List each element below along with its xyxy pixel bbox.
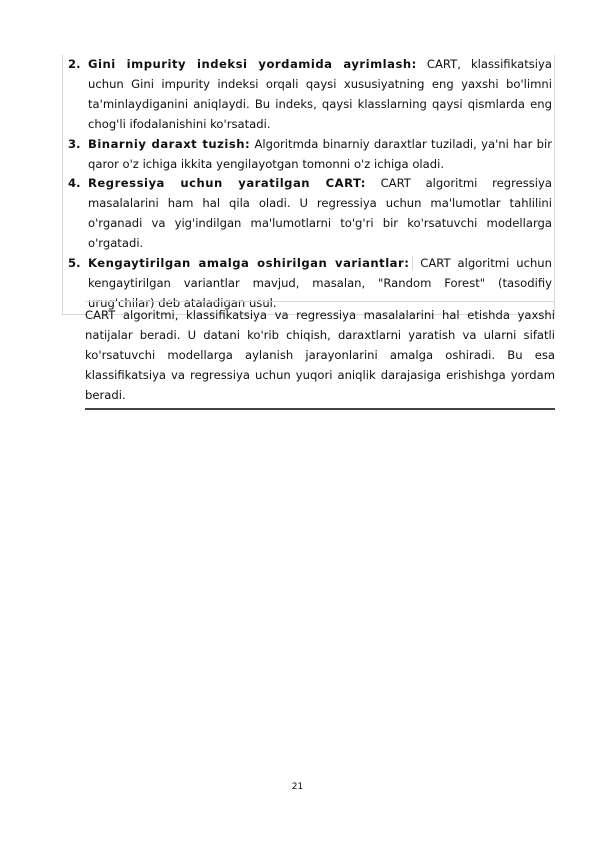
numbered-list: [62, 55, 555, 315]
list-item-number: 3.: [68, 136, 81, 151]
list-item-term: Kengaytirilgan amalga oshirilgan variantlar:: [88, 256, 413, 270]
list-item-text: Algoritmda binarniy daraxtlar tuziladi, ya'ni har bir qaror o'z ichiga ikkita yengilayotgan tomonni o'z ichiga oladi.: [88, 136, 552, 171]
list-item-number: 5.: [68, 256, 81, 271]
list-item: [63, 174, 554, 254]
list-item-text: CART algoritmi regressiya masalalarini ham hal qila oladi. U regressiya uchun ma'lumotlar tahlilini o'rganadi va yig'indilgan ma'lumotlarni to'g'ri bir ko'rsatuvchi modellarga o'rgatadi.: [88, 176, 552, 251]
list-item-term: Regressiya uchun yaratilgan CART:: [88, 176, 366, 191]
list-item-text: CART, klassifikatsiya uchun Gini impurity indeksi orqali qaysi xususiyatning eng yaxshi bo'limni ta'minlaydiganini aniqlaydi. Bu indeks, qaysi klasslarning qaysi qismlarda eng chog'li ifodalanishini ko'rsatadi.: [88, 57, 552, 131]
list-item-term: Gini impurity indeksi yordamida ayrimlash:: [88, 57, 417, 71]
list-item-number: 2.: [68, 57, 81, 71]
page-number: 21: [291, 782, 304, 792]
list-item-number: 4.: [68, 176, 81, 191]
list-item-text: CART algoritmi uchun kengaytirilgan variantlar mavjud, masalan, "Random Forest" (tasodifiy urug'chilar) deb ataladigan usul.: [88, 256, 552, 310]
list-item-term: Binarniy daraxt tuzish:: [88, 136, 251, 151]
conclusion-paragraph: CART algoritmi, klassifikatsiya va regressiya masalalarini hal etishda yaxshi natijalar beradi. U datani ko'rib chiqish, daraxtlarni yaratish va ularni sifatli ko'rsatuvchi modellarga aylanish jarayonlarini amalga oshiradi. Bu esa klassifikatsiya va regressiya uchun yuqori aniqlik darajasiga erishishga yordam beradi.: [85, 301, 555, 410]
list-item: [63, 135, 554, 175]
list-item: [63, 55, 554, 135]
